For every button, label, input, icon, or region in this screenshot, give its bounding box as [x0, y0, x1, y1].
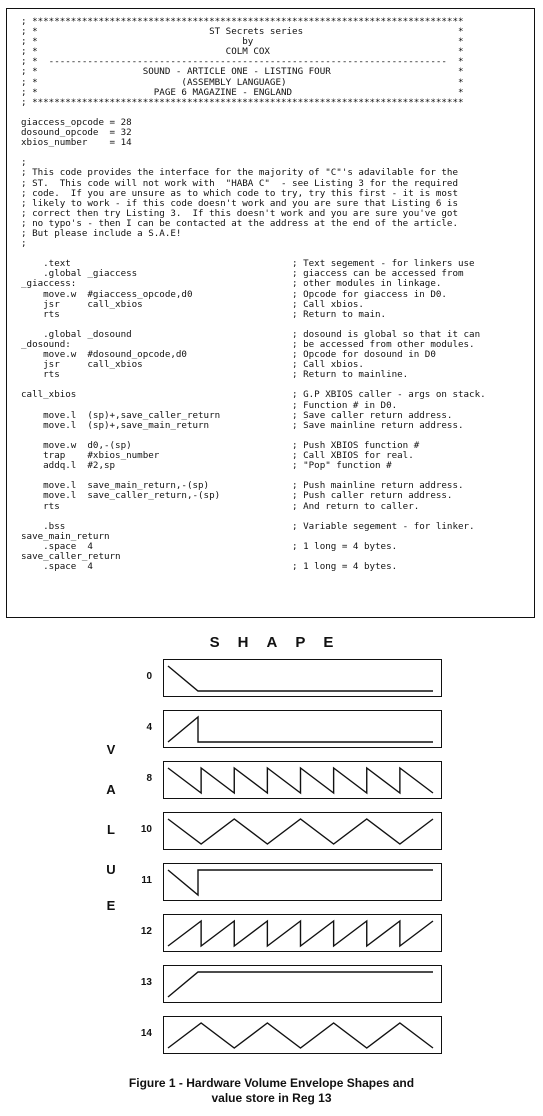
code-text [7, 9, 534, 572]
code-line: ; * ST Secrets series * [21, 26, 464, 38]
code-line: ; code. If you are unsure as to which code to try, try this first - it is most [21, 187, 458, 199]
caption-line-1: Figure 1 - Hardware Volume Envelope Shapes and [128, 1076, 415, 1090]
code-line: ; * PAGE 6 MAGAZINE - ENGLAND * [21, 86, 464, 98]
envelope-value-label: 8 [146, 773, 152, 784]
code-line: ; * by * [21, 36, 464, 48]
envelope-value-label: 12 [140, 926, 152, 937]
side-letter: L [107, 822, 115, 837]
side-letter: E [106, 898, 116, 913]
code-line: .global _giaccess ; giaccess can be accessed from [21, 268, 464, 280]
code-line: save_caller_return [21, 550, 121, 562]
code-line: ; correct then try Listing 3. If this doesn't work and you are sure you've got [21, 207, 458, 219]
envelope-value-label: 4 [146, 722, 152, 733]
envelope-shape-box [163, 761, 442, 799]
code-line: _dosound: ; be accessed from other modules. [21, 339, 475, 350]
envelope-shape-box [163, 914, 442, 952]
envelope-waveform [168, 921, 433, 946]
caption-line-2: value store in Reg 13 [211, 1091, 332, 1105]
envelope-shape-box [163, 812, 442, 850]
code-line: ; * (ASSEMBLY LANGUAGE) * [21, 76, 464, 88]
code-line: ; ST. This code will not work with "HABA C" - see Listing 3 for the required [21, 177, 458, 189]
code-line: move.l save_main_return,-(sp) ; Push mainline return address. [21, 480, 464, 492]
envelope-waveform [168, 1023, 433, 1048]
title-letter: H [237, 634, 249, 651]
code-line: save_main_return [21, 530, 110, 542]
envelope-waveform [168, 870, 433, 895]
envelope-value-label: 10 [140, 824, 152, 835]
title-letter: P [295, 634, 306, 651]
envelope-shape-box [163, 1016, 442, 1054]
envelope-shape-box [163, 710, 442, 748]
code-line: .space 4 ; 1 long = 4 bytes. [21, 561, 398, 573]
code-line: rts ; And return to caller. [21, 500, 420, 512]
envelope-waveform [168, 666, 433, 691]
title-letter: E [323, 634, 334, 651]
code-line: ; * SOUND - ARTICLE ONE - LISTING FOUR * [21, 66, 464, 78]
envelope-shape-box [163, 965, 442, 1003]
code-line: ; no typo's - then I can be contacted at the address at the end of the article. [21, 217, 458, 229]
code-line: .bss ; Variable segement - for linker. [21, 520, 475, 532]
code-line: dosound_opcode = 32 [21, 127, 132, 139]
code-line: jsr call_xbios ; Call xbios. [21, 298, 364, 310]
code-line: ; likely to work - if this code doesn't work and you are sure that Listing 6 is [21, 197, 458, 209]
code-line: ; This code provides the interface for the majority of "C"'s adavilable for the [21, 167, 458, 179]
envelope-waveform [168, 717, 433, 742]
code-listing [6, 8, 535, 618]
code-line: ; [21, 238, 27, 250]
code-line: ; ****************************************************************************** [21, 96, 464, 108]
code-line: ; Function # in D0. [21, 399, 398, 411]
envelope-value-label: 14 [140, 1028, 152, 1039]
figure-caption [0, 1076, 543, 1106]
envelope-shape-box [163, 659, 442, 697]
code-line: ; ****************************************************************************** [21, 16, 464, 27]
code-line: ; * ------------------------------------------------------------------------ * [21, 56, 464, 68]
code-line: addq.l #2,sp ; "Pop" function # [21, 460, 392, 472]
envelope-value-label: 0 [146, 671, 152, 682]
code-line: _giaccess: ; other modules in linkage. [21, 278, 442, 290]
envelope-value-label: 13 [140, 977, 152, 988]
code-line: call_xbios ; G.P XBIOS caller - args on stack. [21, 389, 486, 401]
code-line: move.l save_caller_return,-(sp) ; Push caller return address. [21, 490, 453, 502]
code-line: move.w d0,-(sp) ; Push XBIOS function # [21, 439, 420, 451]
envelope-waveform [168, 819, 433, 844]
code-line: .space 4 ; 1 long = 4 bytes. [21, 540, 398, 552]
title-letter: A [266, 634, 278, 651]
code-line: ; * COLM COX * [21, 46, 464, 58]
envelope-shape-box [163, 863, 442, 901]
envelope-value-label: 11 [141, 875, 152, 886]
code-line: rts ; Return to mainline. [21, 369, 409, 381]
code-line: .text ; Text segement - for linkers use [21, 258, 475, 270]
side-letter: U [106, 862, 116, 877]
code-line: jsr call_xbios ; Call xbios. [21, 359, 364, 371]
code-line: move.l (sp)+,save_main_return ; Save mainline return address. [21, 419, 464, 431]
envelope-waveform [168, 972, 433, 997]
code-line: ; [21, 157, 27, 169]
code-line: ; But please include a S.A.E! [21, 227, 182, 239]
code-line: xbios_number = 14 [21, 137, 132, 149]
code-line: rts ; Return to main. [21, 308, 387, 320]
code-line: giaccess_opcode = 28 [21, 116, 132, 128]
envelope-waveform [168, 768, 433, 793]
code-line: move.w #giaccess_opcode,d0 ; Opcode for giaccess in D0. [21, 288, 447, 300]
title-letter: S [209, 634, 220, 651]
code-line [21, 148, 534, 158]
side-letter: V [106, 742, 116, 757]
code-line: trap #xbios_number ; Call XBIOS for real. [21, 450, 414, 462]
code-line: move.w #dosound_opcode,d0 ; Opcode for dosound in D0 [21, 349, 436, 361]
side-letter: A [106, 782, 116, 797]
code-line: move.l (sp)+,save_caller_return ; Save caller return address. [21, 409, 453, 421]
figure-title-shape [0, 634, 543, 651]
code-line: .global _dosound ; dosound is global so that it can [21, 328, 481, 340]
